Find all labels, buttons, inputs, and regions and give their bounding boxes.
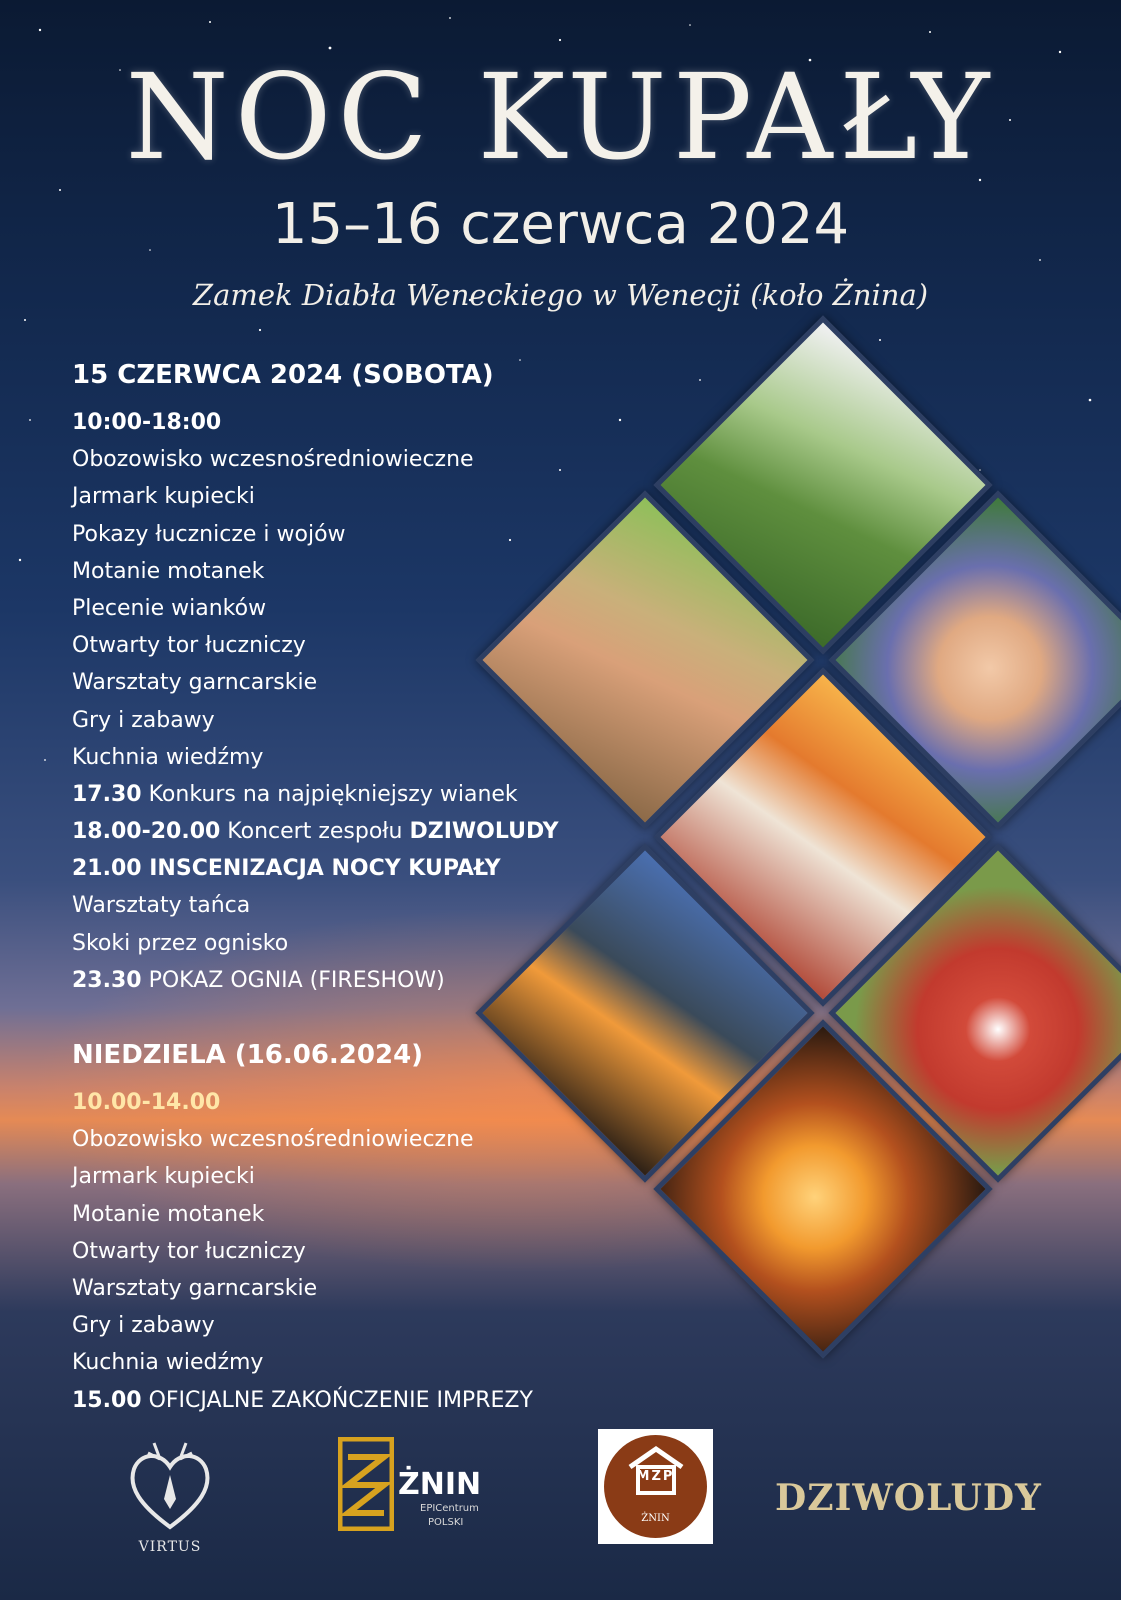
virtus-logo xyxy=(115,1435,225,1585)
event-wreath-contest xyxy=(72,776,559,813)
list-item: Kuchnia wiedźmy xyxy=(72,744,264,770)
museum-city: ŻNIN xyxy=(641,1513,670,1524)
saturday-schedule xyxy=(72,360,559,999)
znin-sub1: EPICentrum xyxy=(420,1503,479,1514)
sponsor-logos xyxy=(0,1425,1121,1600)
virtus-label: VIRTUS xyxy=(138,1539,202,1555)
sunday-time: 10.00-14.00 xyxy=(72,1090,221,1115)
znin-epicentrum-logo xyxy=(338,1437,508,1537)
list-item: Kuchnia wiedźmy xyxy=(72,1350,264,1376)
list-item: Gry i zabawy xyxy=(72,707,215,733)
museum-letters: MZP xyxy=(636,1469,675,1484)
sunday-heading: NIEDZIELA (16.06.2024) xyxy=(72,1040,424,1070)
museum-logo xyxy=(598,1429,713,1544)
deer-heart-icon xyxy=(120,1435,220,1535)
list-item: Skoki przez ognisko xyxy=(72,930,289,956)
list-item: Plecenie wianków xyxy=(72,595,267,621)
event-text: OFICJALNE ZAKOŃCZENIE IMPREZY xyxy=(141,1387,533,1413)
event-text: Koncert zespołu xyxy=(220,819,410,845)
list-item: Warsztaty garncarskie xyxy=(72,1275,318,1301)
event-dates: 15–16 czerwca 2024 xyxy=(271,192,850,257)
list-item: Obozowisko wczesnośredniowieczne xyxy=(72,1127,474,1153)
saturday-time: 10:00-18:00 xyxy=(72,410,222,435)
event-time: 18.00-20.00 xyxy=(72,819,221,845)
event-text: Konkurs na najpiękniejszy wianek xyxy=(141,781,518,807)
event-text: POKAZ OGNIA (FIRESHOW) xyxy=(141,967,445,993)
list-item: Jarmark kupiecki xyxy=(72,484,255,510)
znin-name: ŻNIN xyxy=(398,1467,482,1502)
band-name: DZIWOLUDY xyxy=(409,819,559,845)
list-item: Pokazy łucznicze i wojów xyxy=(72,521,346,547)
list-item: Warsztaty tańca xyxy=(72,893,251,919)
event-time: 17.30 xyxy=(72,781,142,807)
list-item: Gry i zabawy xyxy=(72,1313,215,1339)
event-time: 23.30 xyxy=(72,967,142,993)
event-fireshow xyxy=(72,962,559,999)
event-staging: 21.00 INSCENIZACJA NOCY KUPAŁY xyxy=(72,856,501,882)
list-item: Warsztaty garncarskie xyxy=(72,670,318,696)
event-closing xyxy=(72,1382,533,1419)
znin-sub2: POLSKI xyxy=(428,1517,464,1528)
list-item: Otwarty tor łuczniczy xyxy=(72,1238,306,1264)
list-item: Motanie motanek xyxy=(72,1201,265,1227)
list-item: Otwarty tor łuczniczy xyxy=(72,633,306,659)
event-title: NOC KUPAŁY xyxy=(125,48,996,186)
sunday-schedule xyxy=(72,1040,533,1419)
list-item: Obozowisko wczesnośredniowieczne xyxy=(72,447,474,473)
list-item: Jarmark kupiecki xyxy=(72,1164,255,1190)
event-time: 15.00 xyxy=(72,1387,142,1413)
list-item: Motanie motanek xyxy=(72,558,265,584)
znin-emblem-icon xyxy=(338,1437,394,1531)
event-concert xyxy=(72,813,559,850)
saturday-heading: 15 CZERWCA 2024 (SOBOTA) xyxy=(72,360,494,390)
event-venue: Zamek Diabła Weneckiego w Wenecji (koło Żnina) xyxy=(192,278,929,312)
dziwoludy-logo: DZIWOLUDY xyxy=(775,1477,1042,1519)
